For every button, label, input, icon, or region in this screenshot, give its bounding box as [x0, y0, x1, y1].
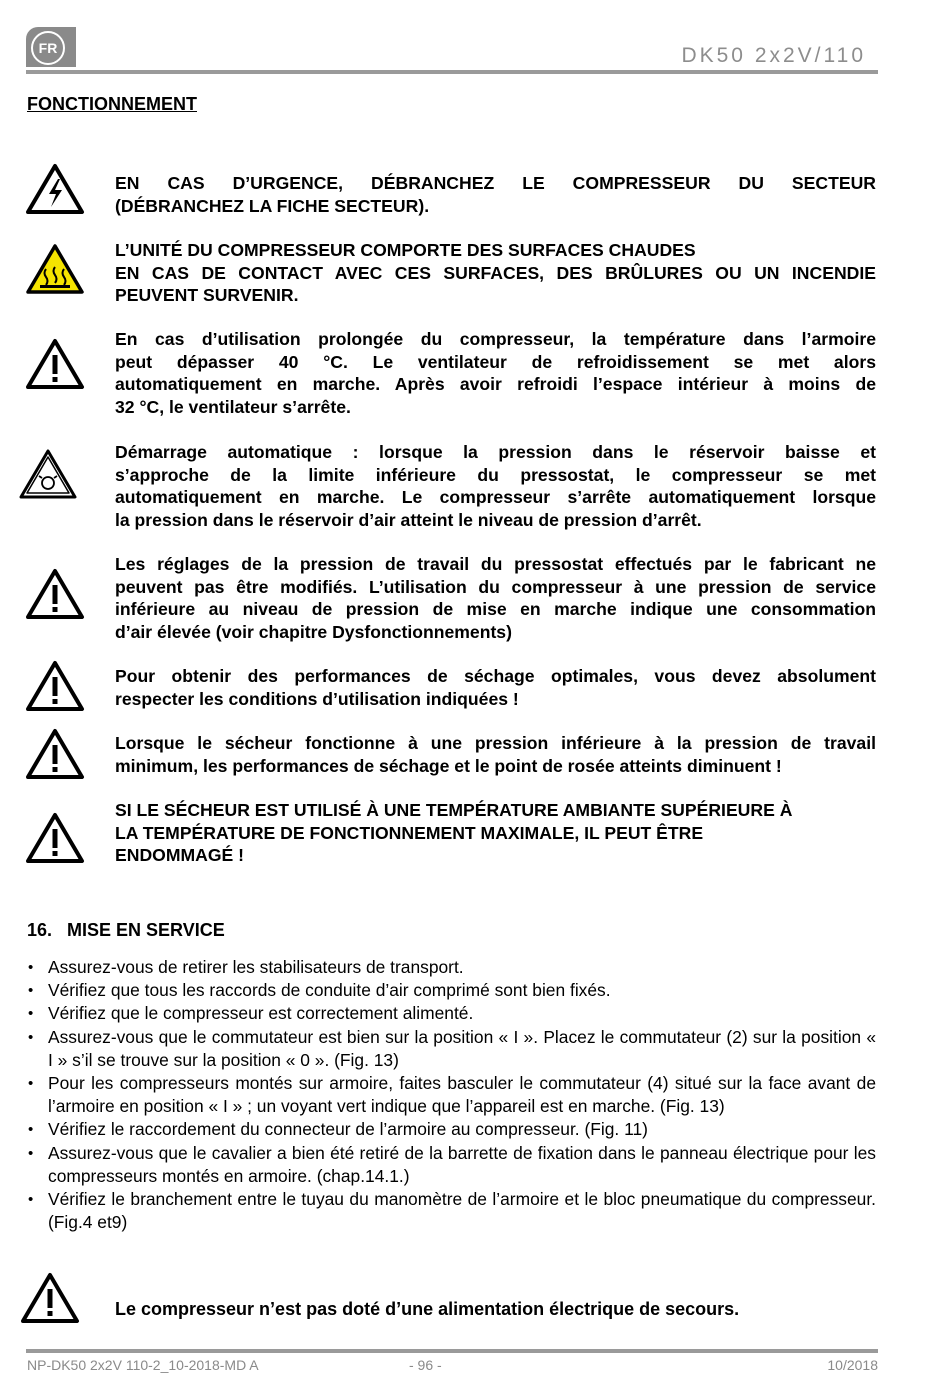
section-title: MISE EN SERVICE — [67, 920, 225, 940]
footer-page-number: - 96 - — [409, 1357, 442, 1373]
warning-text-hot-surface — [115, 239, 876, 307]
warning-line: Pour obtenir des performances de séchage optimales, vous devez absolument — [115, 666, 876, 686]
header-divider — [26, 70, 878, 74]
warning-line: minimum, les performances de séchage et le point de rosée atteints diminuent ! — [115, 755, 782, 776]
warning-line: peuvent pas être modifiés. L’utilisation du compresseur à une pression de service — [115, 576, 876, 597]
list-item: • Assurez-vous de retirer les stabilisateurs de transport. — [27, 956, 876, 979]
warning-line: 32 °C, le ventilateur s’arrête. — [115, 396, 351, 417]
warning-text-low-pressure — [115, 732, 876, 777]
list-item: • Vérifiez que le compresseur est correctement alimenté. — [27, 1002, 876, 1025]
commissioning-list — [27, 956, 876, 1234]
document-title: DK50 2x2V/110 — [681, 44, 866, 67]
warning-line: Lorsque le sécheur fonctionne à une pression inférieure à la pression de travail — [115, 733, 876, 753]
warning-line: En cas d’utilisation prolongée du compresseur, la température dans l’armoire — [115, 329, 876, 349]
warning-icon — [25, 568, 85, 620]
auto-start-icon — [18, 448, 78, 500]
warning-line: s’approche de la limite inférieure du pressostat, le compresseur se met — [115, 464, 876, 485]
footer-date: 10/2018 — [827, 1357, 878, 1373]
warning-line: Démarrage automatique : lorsque la pression dans le réservoir baisse et — [115, 442, 876, 462]
warning-icon — [25, 728, 85, 780]
warning-line: automatiquement en marche. Après avoir refroidi l’espace intérieur à moins de — [115, 374, 876, 394]
warning-line: Les réglages de la pression de travail du pressostat effectués par le fabricant ne — [115, 554, 876, 574]
list-item: • Vérifiez le branchement entre le tuyau du manomètre de l’armoire et le bloc pneumatique du compresseur. (Fig.4 et9) — [27, 1188, 876, 1234]
list-item: • Pour les compresseurs montés sur armoire, faites basculer le commutateur (4) situé sur la face avant de l’armoire en position « I » ; un voyant vert indique que l’appareil est en marche. (Fig. 13) — [27, 1072, 876, 1118]
warning-text-emergency — [115, 172, 876, 217]
warning-line: EN CAS DE CONTACT AVEC CES SURFACES, DES BRÛLURES OU UN INCENDIE — [115, 262, 876, 283]
list-item: • Assurez-vous que le cavalier a bien été retiré de la barrette de fixation dans le panneau électrique pour les compresseurs montés en armoire. (chap.14.1.) — [27, 1142, 876, 1188]
warning-text-drying — [115, 665, 876, 710]
warning-icon — [25, 660, 85, 712]
warning-line: L’UNITÉ DU COMPRESSEUR COMPORTE DES SURFACES CHAUDES — [115, 240, 696, 260]
warning-line: respecter les conditions d’utilisation indiquées ! — [115, 688, 519, 709]
warning-icon — [25, 812, 85, 864]
section-heading: FONCTIONNEMENT — [27, 94, 197, 114]
warning-line: PEUVENT SURVENIR. — [115, 285, 299, 305]
warning-text-ambient — [115, 799, 876, 867]
warning-line: la pression dans le réservoir d’air atteint le niveau de pression d’arrêt. — [115, 509, 702, 530]
list-item: • Assurez-vous que le commutateur est bien sur la position « I ». Placez le commutateur (2) sur la position « I » s’il se trouve sur la position « 0 ». (Fig. 13) — [27, 1026, 876, 1072]
warning-line: peut dépasser 40 °C. Le ventilateur de refroidissement se met alors — [115, 351, 876, 372]
list-item: • Vérifiez que tous les raccords de conduite d’air comprimé sont bien fixés. — [27, 979, 876, 1002]
warning-line: d’air élevée (voir chapitre Dysfonctionnements) — [115, 621, 512, 642]
electric-hazard-icon — [25, 163, 85, 215]
language-code: FR — [31, 31, 65, 65]
warning-line: inférieure au niveau de pression de mise en marche indique une consommation — [115, 599, 876, 619]
list-item: • Vérifiez le raccordement du connecteur de l’armoire au compresseur. (Fig. 11) — [27, 1118, 876, 1141]
warning-icon — [20, 1272, 80, 1324]
section-16-heading — [27, 920, 225, 941]
section-number: 16. — [27, 920, 53, 940]
warning-text-auto-start — [115, 441, 876, 531]
hot-surface-icon — [25, 243, 85, 295]
warning-text-temperature — [115, 328, 876, 418]
warning-text-pressostat — [115, 553, 876, 643]
language-badge — [26, 27, 76, 67]
warning-line: SI LE SÉCHEUR EST UTILISÉ À UNE TEMPÉRATURE AMBIANTE SUPÉRIEURE À — [115, 800, 793, 820]
warning-line: EN CAS D’URGENCE, DÉBRANCHEZ LE COMPRESSEUR DU SECTEUR — [115, 173, 876, 193]
footer-doc-code: NP-DK50 2x2V 110-2_10-2018-MD A — [27, 1357, 259, 1373]
final-warning-text: Le compresseur n’est pas doté d’une alimentation électrique de secours. — [115, 1299, 740, 1319]
warning-icon — [25, 338, 85, 390]
warning-line: LA TEMPÉRATURE DE FONCTIONNEMENT MAXIMALE, IL PEUT ÊTRE — [115, 822, 704, 843]
warning-line: ENDOMMAGÉ ! — [115, 845, 245, 865]
warning-line: (DÉBRANCHEZ LA FICHE SECTEUR). — [115, 195, 430, 216]
footer-divider — [26, 1349, 878, 1353]
warning-line: automatiquement en marche. Le compresseur s’arrête automatiquement lorsque — [115, 487, 876, 507]
